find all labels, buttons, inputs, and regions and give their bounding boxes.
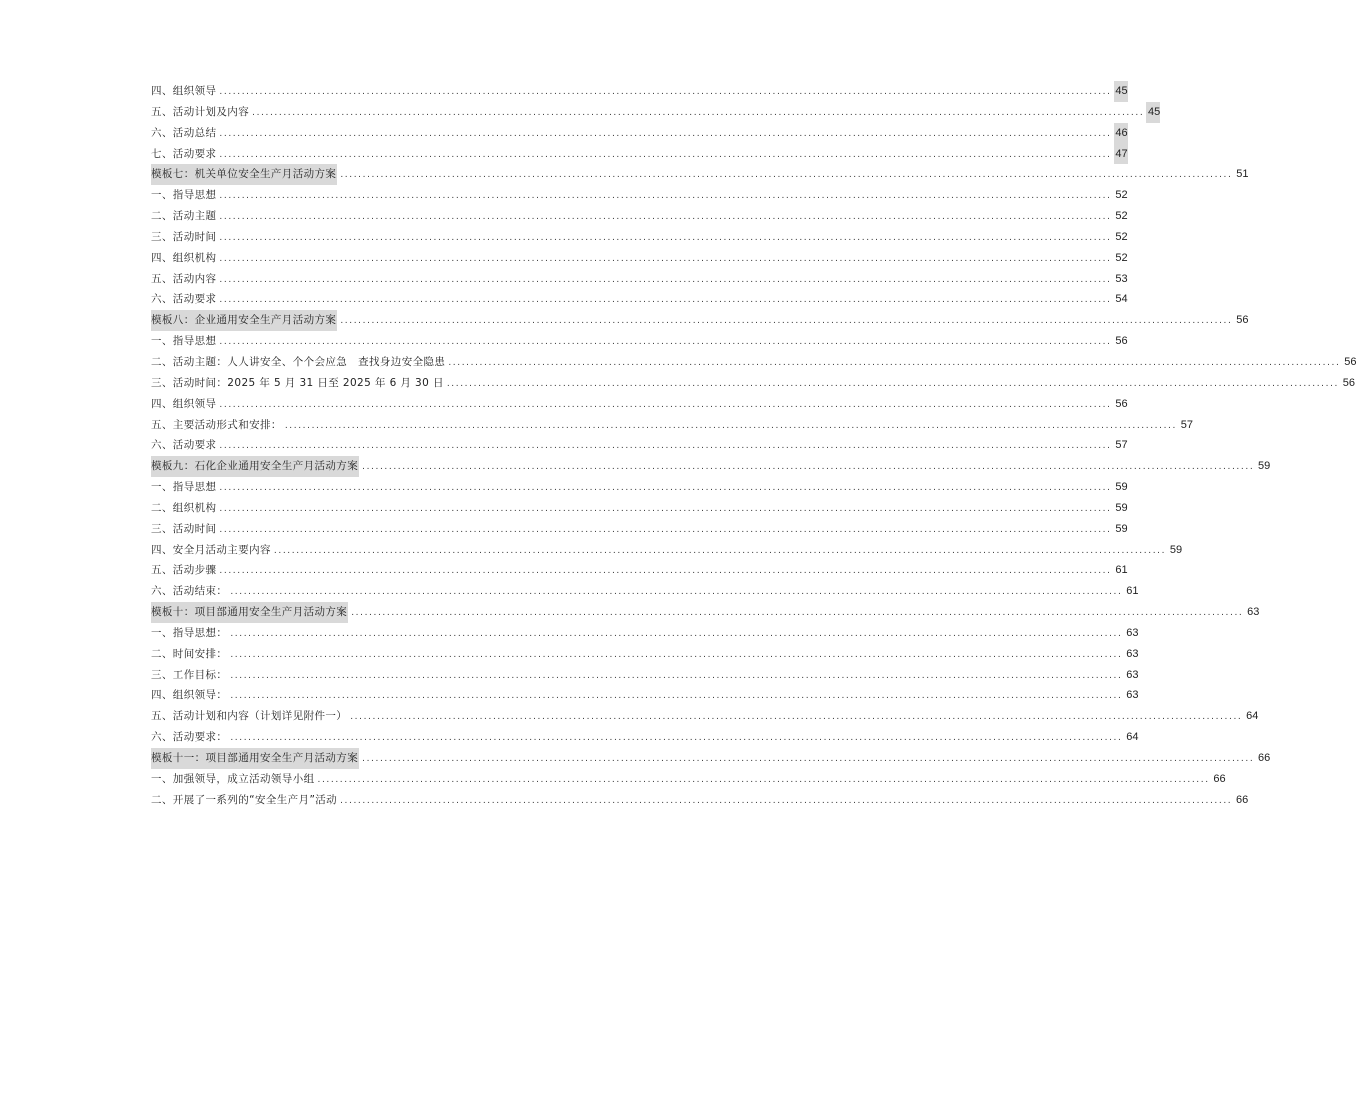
toc-dot-leader: ........................................................................................................................................................................................................ (340, 316, 1233, 327)
toc-page-number: 61 (1115, 564, 1128, 577)
toc-dot-leader: ........................................................................................................................................................................................................ (219, 253, 1112, 264)
toc-page-number: 56 (1115, 335, 1128, 348)
toc-entry[interactable] (151, 519, 1128, 540)
toc-entry-title: 模板八：企业通用安全生产月活动方案 (151, 310, 337, 331)
toc-entry-title: 六、活动要求： (151, 731, 228, 744)
toc-page-number: 45 (1146, 102, 1160, 123)
toc-entry[interactable] (151, 352, 1356, 373)
toc-heading-entry[interactable] (151, 164, 1249, 185)
toc-dot-leader: ........................................................................................................................................................................................................ (219, 337, 1112, 348)
toc-page-number: 53 (1115, 272, 1128, 285)
toc-page-number: 57 (1115, 439, 1128, 452)
table-of-contents (151, 81, 1356, 811)
toc-page-number: 56 (1115, 397, 1128, 410)
toc-dot-leader: ........................................................................................................................................................................................................ (230, 691, 1123, 702)
toc-entry[interactable] (151, 289, 1128, 310)
toc-page-number: 66 (1213, 772, 1226, 785)
toc-dot-leader: ........................................................................................................................................................................................................ (230, 733, 1123, 744)
toc-dot-leader: ........................................................................................................................................................................................................ (340, 170, 1233, 181)
toc-entry-title: 三、活动时间：2025 年 5 月 31 日至 2025 年 6 月 30 日 (151, 376, 444, 389)
toc-dot-leader: ........................................................................................................................................................................................................ (351, 608, 1244, 619)
toc-entry[interactable] (151, 206, 1128, 227)
toc-page-number: 63 (1247, 606, 1260, 619)
toc-entry[interactable] (151, 790, 1249, 811)
toc-entry-title: 模板九：石化企业通用安全生产月活动方案 (151, 456, 359, 477)
toc-entry[interactable] (151, 435, 1128, 456)
toc-page-number: 56 (1344, 355, 1356, 368)
toc-page-number: 52 (1115, 230, 1128, 243)
toc-page-number: 64 (1246, 710, 1259, 723)
toc-entry-title: 四、安全月活动主要内容 (151, 543, 271, 556)
toc-dot-leader: ........................................................................................................................................................................................................ (219, 441, 1112, 452)
toc-entry[interactable] (151, 415, 1193, 436)
toc-page-number: 56 (1342, 376, 1356, 389)
toc-page-number: 52 (1115, 210, 1128, 223)
toc-page-number: 63 (1126, 689, 1139, 702)
toc-page-number: 57 (1180, 418, 1193, 431)
toc-page-number: 47 (1114, 144, 1128, 165)
toc-entry[interactable] (151, 540, 1183, 561)
toc-entry-title: 五、活动步骤 (151, 564, 217, 577)
toc-dot-leader: ........................................................................................................................................................................................................ (219, 232, 1112, 243)
toc-entry[interactable] (151, 331, 1128, 352)
toc-entry[interactable] (151, 706, 1259, 727)
toc-dot-leader: ........................................................................................................................................................................................................ (219, 149, 1112, 160)
toc-entry[interactable] (151, 373, 1356, 394)
toc-dot-leader: ........................................................................................................................................................................................................ (446, 378, 1340, 389)
toc-entry-title: 五、活动计划和内容（计划详见附件一） (151, 710, 348, 723)
toc-dot-leader: ........................................................................................................................................................................................................ (252, 107, 1145, 118)
toc-entry-title: 五、活动内容 (151, 272, 217, 285)
toc-dot-leader: ........................................................................................................................................................................................................ (350, 712, 1243, 723)
toc-dot-leader: ........................................................................................................................................................................................................ (219, 524, 1112, 535)
toc-page-number: 61 (1126, 585, 1139, 598)
toc-heading-entry[interactable] (151, 602, 1260, 623)
toc-dot-leader: ........................................................................................................................................................................................................ (230, 649, 1123, 660)
toc-entry[interactable] (151, 227, 1128, 248)
toc-dot-leader: ........................................................................................................................................................................................................ (340, 795, 1233, 806)
toc-entry[interactable] (151, 248, 1128, 269)
toc-page-number: 59 (1115, 481, 1128, 494)
toc-entry-title: 七、活动要求 (151, 147, 217, 160)
toc-entry-title: 二、时间安排： (151, 647, 228, 660)
toc-entry-title: 五、活动计划及内容 (151, 105, 250, 118)
toc-page-number: 46 (1114, 123, 1128, 144)
toc-page-number: 54 (1115, 293, 1128, 306)
toc-entry[interactable] (151, 581, 1139, 602)
toc-dot-leader: ........................................................................................................................................................................................................ (219, 566, 1112, 577)
toc-entry[interactable] (151, 769, 1226, 790)
toc-entry-title: 六、活动要求 (151, 439, 217, 452)
toc-entry-title: 一、加强领导，成立活动领导小组 (151, 772, 315, 785)
toc-entry[interactable] (151, 623, 1139, 644)
toc-dot-leader: ........................................................................................................................................................................................................ (219, 274, 1112, 285)
toc-page-number: 52 (1115, 189, 1128, 202)
toc-entry-title: 六、活动总结 (151, 126, 217, 139)
toc-entry-title: 四、组织领导 (151, 397, 217, 410)
toc-dot-leader: ........................................................................................................................................................................................................ (230, 587, 1123, 598)
toc-entry-title: 二、活动主题：人人讲安全、个个会应急 查找身边安全隐患 (151, 355, 446, 368)
toc-entry-title: 五、主要活动形式和安排： (151, 418, 282, 431)
toc-dot-leader: ........................................................................................................................................................................................................ (448, 357, 1341, 368)
toc-dot-leader: ........................................................................................................................................................................................................ (219, 87, 1112, 97)
toc-dot-leader: ........................................................................................................................................................................................................ (219, 191, 1112, 202)
toc-heading-entry[interactable] (151, 748, 1271, 769)
toc-entry-title: 六、活动结束： (151, 585, 228, 598)
toc-dot-leader: ........................................................................................................................................................................................................ (219, 212, 1112, 223)
toc-dot-leader: ........................................................................................................................................................................................................ (219, 503, 1112, 514)
toc-page-number: 59 (1115, 501, 1128, 514)
toc-page-number: 45 (1114, 81, 1128, 102)
toc-page-number: 59 (1115, 522, 1128, 535)
toc-page-number: 59 (1258, 460, 1271, 473)
toc-dot-leader: ........................................................................................................................................................................................................ (219, 483, 1112, 494)
toc-entry[interactable] (151, 185, 1128, 206)
toc-entry[interactable] (151, 123, 1128, 144)
toc-entry[interactable] (151, 144, 1128, 165)
toc-page-number: 66 (1236, 793, 1249, 806)
toc-entry-title: 四、组织领导 (151, 85, 217, 97)
toc-entry[interactable] (151, 727, 1139, 748)
toc-page-number: 51 (1236, 168, 1249, 181)
toc-entry-title: 一、指导思想： (151, 626, 228, 639)
toc-entry-title: 三、活动时间 (151, 230, 217, 243)
toc-entry[interactable] (151, 394, 1128, 415)
toc-entry[interactable] (151, 102, 1161, 123)
toc-entry-title: 模板十：项目部通用安全生产月活动方案 (151, 602, 348, 623)
toc-entry[interactable] (151, 498, 1128, 519)
toc-entry-title: 四、组织领导： (151, 689, 228, 702)
toc-entry[interactable] (151, 560, 1128, 581)
toc-entry-title: 一、指导思想 (151, 189, 217, 202)
toc-entry[interactable] (151, 269, 1128, 290)
toc-dot-leader: ........................................................................................................................................................................................................ (219, 399, 1112, 410)
toc-dot-leader: ........................................................................................................................................................................................................ (219, 295, 1112, 306)
toc-entry-title: 模板七：机关单位安全生产月活动方案 (151, 164, 337, 185)
toc-page-number: 52 (1115, 251, 1128, 264)
toc-entry-title: 二、开展了一系列的“安全生产月”活动 (151, 793, 338, 806)
toc-entry[interactable] (151, 644, 1139, 665)
toc-dot-leader: ........................................................................................................................................................................................................ (273, 545, 1167, 556)
toc-entry-title: 三、工作目标： (151, 668, 228, 681)
toc-page-number: 59 (1169, 543, 1183, 556)
toc-entry-title: 四、组织机构 (151, 251, 217, 264)
toc-dot-leader: ........................................................................................................................................................................................................ (219, 128, 1112, 139)
toc-entry-title: 六、活动要求 (151, 293, 217, 306)
toc-page-number: 63 (1126, 668, 1139, 681)
toc-dot-leader: ........................................................................................................................................................................................................ (362, 462, 1255, 473)
toc-entry[interactable] (151, 685, 1139, 706)
toc-page-number: 64 (1126, 731, 1139, 744)
toc-entry-title: 模板十一：项目部通用安全生产月活动方案 (151, 748, 359, 769)
toc-dot-leader: ........................................................................................................................................................................................................ (230, 670, 1123, 681)
toc-page-number: 63 (1126, 647, 1139, 660)
toc-heading-entry[interactable] (151, 456, 1271, 477)
toc-entry[interactable] (151, 81, 1128, 102)
toc-entry-title: 二、组织机构 (151, 501, 217, 514)
toc-dot-leader: ........................................................................................................................................................................................................ (362, 754, 1255, 764)
toc-heading-entry[interactable] (151, 310, 1249, 331)
toc-dot-leader: ........................................................................................................................................................................................................ (317, 774, 1210, 785)
toc-entry-title: 三、活动时间 (151, 522, 217, 535)
toc-entry[interactable] (151, 477, 1128, 498)
toc-dot-leader: ........................................................................................................................................................................................................ (230, 628, 1123, 639)
toc-page-number: 63 (1126, 626, 1139, 639)
toc-entry-title: 二、活动主题 (151, 210, 217, 223)
toc-entry-title: 一、指导思想 (151, 481, 217, 494)
toc-page-number: 56 (1236, 314, 1249, 327)
toc-dot-leader: ........................................................................................................................................................................................................ (284, 420, 1177, 431)
toc-entry[interactable] (151, 665, 1139, 686)
toc-page-number: 66 (1258, 752, 1271, 764)
toc-entry-title: 一、指导思想 (151, 335, 217, 348)
